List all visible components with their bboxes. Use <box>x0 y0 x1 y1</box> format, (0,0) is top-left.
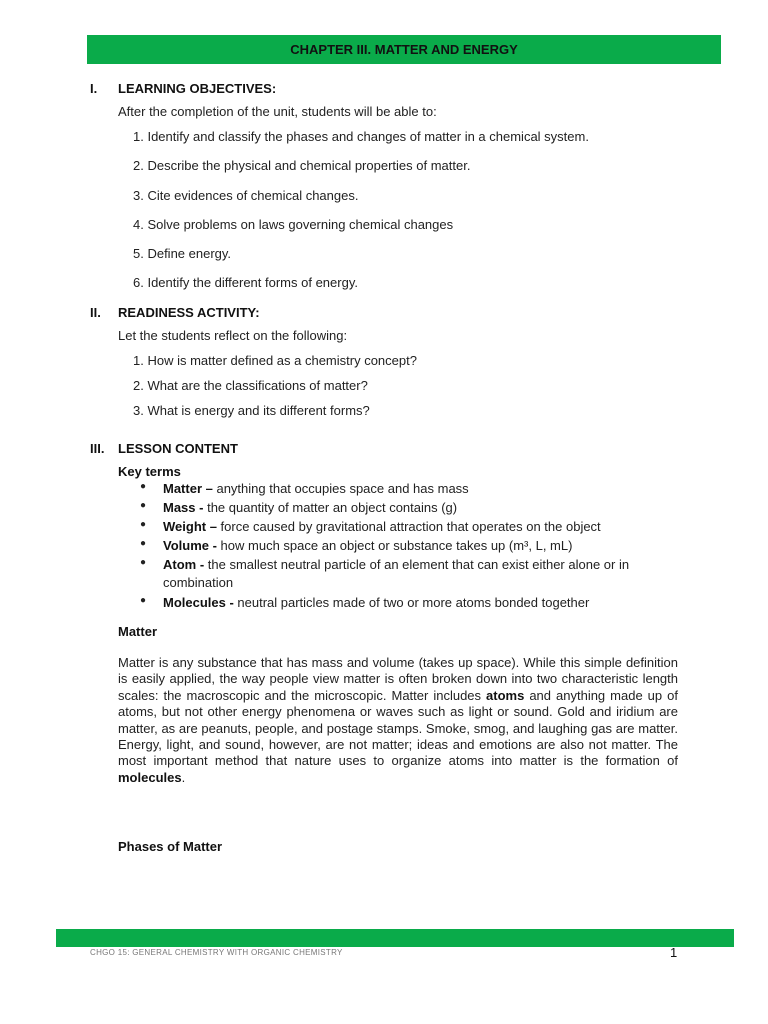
term-name: Matter – <box>163 481 213 496</box>
term-definition: anything that occupies space and has mass <box>212 481 469 496</box>
section-lesson-content-heading <box>90 441 238 456</box>
bullet-icon: ● <box>140 519 147 530</box>
term-name: Weight – <box>163 519 217 534</box>
term-definition-continued: combination <box>163 575 234 590</box>
page-number: 1 <box>670 945 678 960</box>
chapter-title-banner <box>87 35 721 64</box>
objective-item: 1. Identify and classify the phases and changes of matter in a chemical system. <box>133 129 589 144</box>
matter-paragraph <box>118 655 678 786</box>
key-terms-heading: Key terms <box>118 464 181 479</box>
term-definition: neutral particles made of two or more atoms bonded together <box>233 595 590 610</box>
term-name: Mass - <box>163 500 204 515</box>
bullet-icon: ● <box>140 595 147 606</box>
footer-course-title: CHGO 15: GENERAL CHEMISTRY WITH ORGANIC CHEMISTRY <box>90 948 343 957</box>
section-readiness-activity-heading <box>90 305 260 320</box>
bullet-icon: ● <box>140 481 147 492</box>
paragraph-text: and anything made up of atoms, but not other energy phenomena or waves such as light or sound. Gold and iridium are matter, as are peanuts, people, and postage stamps. Smoke, smog, and laughing gas are matter. Energy, light, and sound, however, are not matter; ideas and emotions are also not matter. The most important method that nature uses to organize atoms into matter is the formation of <box>118 687 678 769</box>
section-title: LEARNING OBJECTIVES: <box>118 81 277 96</box>
objective-item: 3. Cite evidences of chemical changes. <box>133 188 359 203</box>
paragraph-text: . <box>181 769 186 785</box>
bullet-icon: ● <box>140 500 147 511</box>
bold-term-atoms: atoms <box>486 687 525 703</box>
section-learning-objectives-heading <box>90 81 276 96</box>
term-definition: how much space an object or substance takes up (m³, L, mL) <box>216 538 573 553</box>
objective-item: 2. Describe the physical and chemical properties of matter. <box>133 158 471 173</box>
section-number: I. <box>90 81 98 96</box>
paragraph-text: Matter is any substance that has mass and volume (takes up space). While this simple definition is easily applied, the way people view matter is often broken down into two characteristic length scales: the macroscopic and the microscopic. Matter includes <box>118 655 678 703</box>
bullet-icon: ● <box>140 557 147 568</box>
phases-of-matter-heading: Phases of Matter <box>118 839 223 854</box>
objective-item: 5. Define energy. <box>133 246 232 261</box>
term-name: Volume - <box>163 538 217 553</box>
readiness-item: 1. How is matter defined as a chemistry concept? <box>133 353 417 368</box>
bold-term-molecules: molecules <box>118 769 182 785</box>
term-definition: force caused by gravitational attraction that operates on the object <box>216 519 601 534</box>
readiness-item: 2. What are the classifications of matter? <box>133 378 368 393</box>
term-definition: the smallest neutral particle of an element that can exist either alone or in <box>204 557 630 572</box>
term-name: Atom - <box>163 557 205 572</box>
chapter-title: CHAPTER III. MATTER AND ENERGY <box>290 42 518 57</box>
readiness-item: 3. What is energy and its different forms? <box>133 403 370 418</box>
section-number: III. <box>90 441 105 456</box>
term-name: Molecules - <box>163 595 234 610</box>
term-definition: the quantity of matter an object contains (g) <box>203 500 458 515</box>
bullet-icon: ● <box>140 538 147 549</box>
matter-heading: Matter <box>118 624 158 639</box>
objective-item: 4. Solve problems on laws governing chemical changes <box>133 217 454 232</box>
section-number: II. <box>90 305 101 320</box>
section-title: LESSON CONTENT <box>118 441 238 456</box>
objectives-intro: After the completion of the unit, students will be able to: <box>118 104 437 119</box>
readiness-intro: Let the students reflect on the following: <box>118 328 348 343</box>
objective-item: 6. Identify the different forms of energy. <box>133 275 358 290</box>
section-title: READINESS ACTIVITY: <box>118 305 260 320</box>
footer-bar <box>56 929 734 947</box>
